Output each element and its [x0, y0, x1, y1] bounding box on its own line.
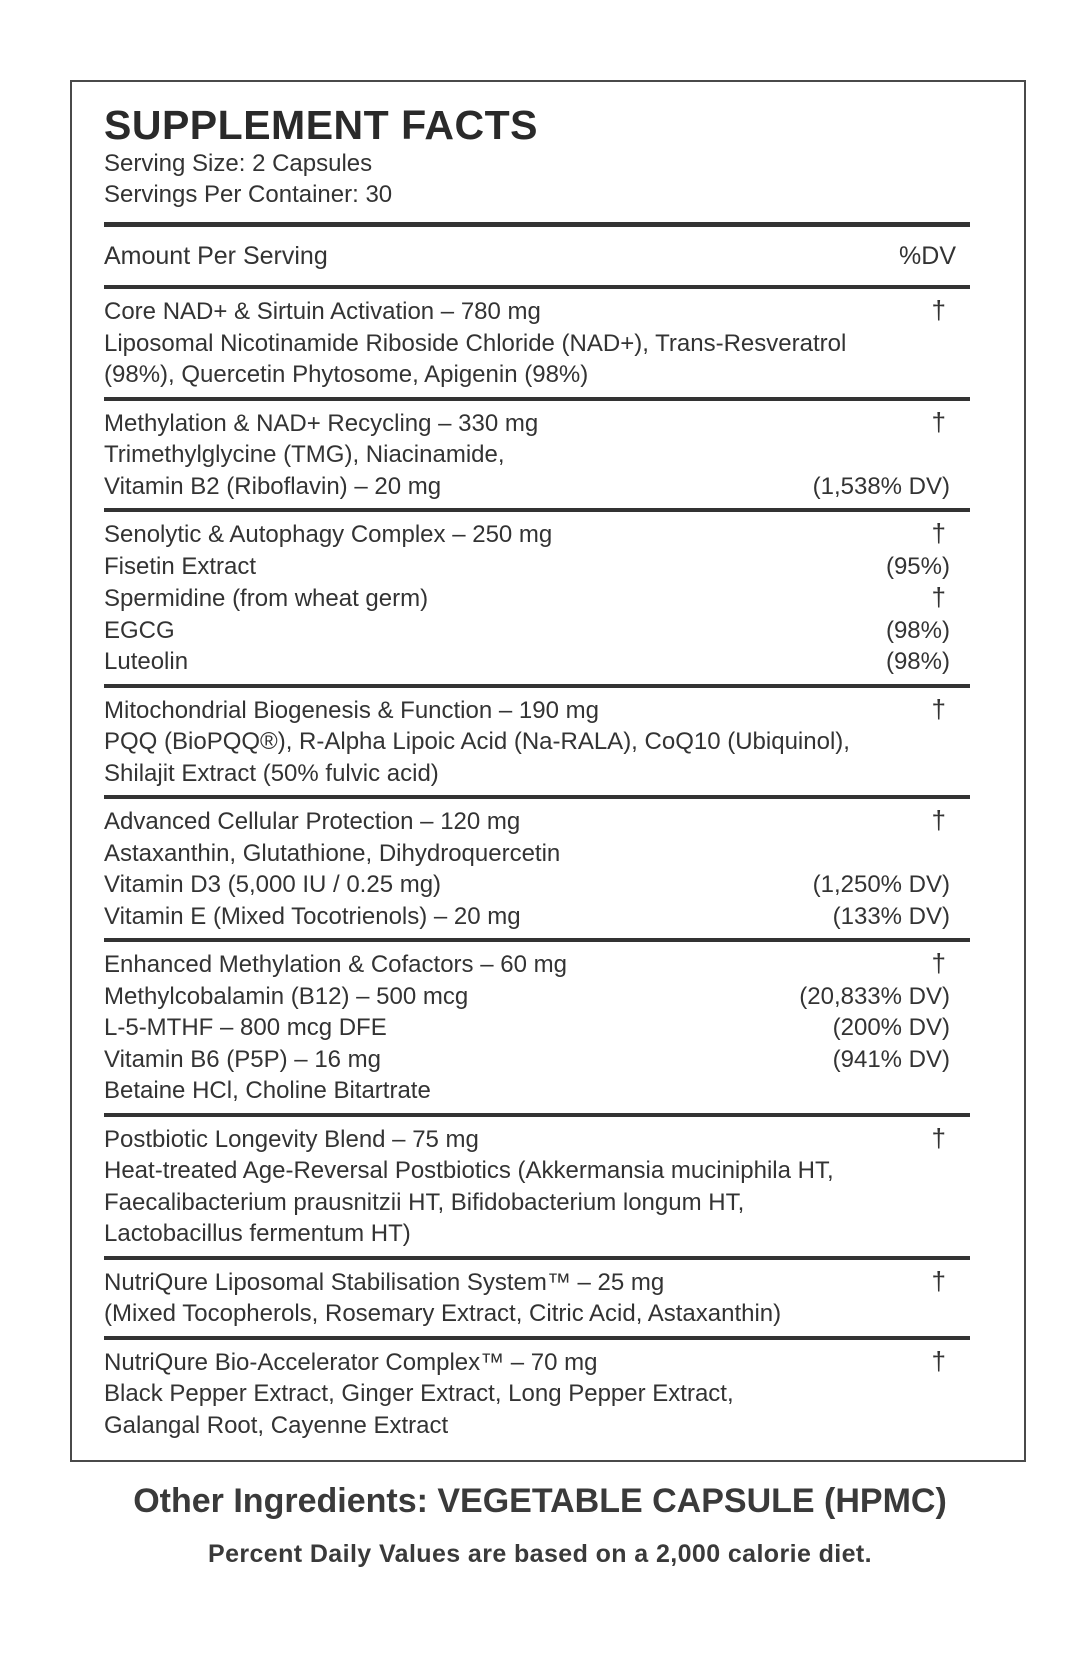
ingredient-row — [104, 1378, 970, 1410]
ingredient-name: Betaine HCl, Choline Bitartrate — [104, 1077, 431, 1104]
ingredient-name: Vitamin B6 (P5P) – 16 mg — [104, 1045, 382, 1073]
ingredient-name: L-5-MTHF – 800 mcg DFE — [104, 1014, 387, 1041]
ingredient-row — [104, 869, 970, 901]
ingredient-row — [104, 901, 970, 933]
ingredient-row — [104, 758, 970, 790]
other-ingredients: Other Ingredients: VEGETABLE CAPSULE (HPMC) — [133, 1482, 947, 1520]
ingredient-name: PQQ (BioPQQ®), R-Alpha Lipoic Acid (Na-RALA), CoQ10 (Ubiquinol), — [104, 728, 850, 755]
ingredient-row — [104, 1187, 970, 1219]
section-heading-row — [104, 295, 970, 328]
daily-value-footnote: Percent Daily Values are based on a 2,000 calorie diet. — [208, 1540, 872, 1568]
dagger-mark: † — [931, 805, 946, 835]
dagger-mark: † — [931, 582, 946, 612]
ingredient-name: (98%), Quercetin Phytosome, Apigenin (98%) — [104, 361, 589, 388]
ingredient-name: Astaxanthin, Glutathione, Dihydroquercetin — [104, 839, 561, 867]
ingredient-section — [104, 942, 970, 1113]
ingredient-section — [104, 289, 970, 397]
ingredient-name: Faecalibacterium prausnitzii HT, Bifidobacterium longum HT, — [104, 1188, 745, 1216]
ingredient-name: Fisetin Extract — [104, 552, 257, 580]
ingredient-name: Vitamin B2 (Riboflavin) – 20 mg — [104, 472, 442, 500]
ingredient-row — [104, 439, 970, 471]
ingredient-row — [104, 1012, 970, 1044]
section-heading: NutriQure Liposomal Stabilisation System™ – 25 mg — [104, 1268, 665, 1296]
daily-value: (200% DV) — [832, 1014, 950, 1041]
daily-value: (95%) — [885, 552, 950, 580]
ingredient-section — [104, 1117, 970, 1256]
section-heading: Advanced Cellular Protection – 120 mg — [104, 808, 521, 835]
ingredient-row — [104, 615, 970, 647]
ingredient-name: Trimethylglycine (TMG), Niacinamide, — [104, 441, 505, 468]
dagger-mark: † — [931, 948, 946, 978]
daily-value: (20,833% DV) — [799, 982, 950, 1010]
dagger-mark: † — [931, 1265, 946, 1296]
daily-value: (1,538% DV) — [812, 472, 950, 500]
section-heading: Postbiotic Longevity Blend – 75 mg — [104, 1125, 479, 1153]
ingredient-name: Spermidine (from wheat germ) — [104, 585, 429, 612]
ingredient-row — [104, 328, 970, 360]
dagger-mark: † — [931, 518, 946, 548]
ingredient-name: Liposomal Nicotinamide Riboside Chloride (NAD+), Trans-Resveratrol — [104, 329, 847, 357]
supplement-facts-panel — [70, 80, 1026, 1462]
ingredient-section — [104, 1260, 970, 1336]
ingredient-row — [104, 582, 970, 615]
dagger-mark: † — [931, 406, 946, 437]
ingredient-row — [104, 551, 970, 583]
ingredient-name: Lactobacillus fermentum HT) — [104, 1220, 411, 1247]
section-heading-row — [104, 805, 970, 838]
ingredient-name: Heat-treated Age-Reversal Postbiotics (Akkermansia muciniphila HT, — [104, 1157, 834, 1184]
ingredient-row — [104, 359, 970, 391]
ingredient-name: EGCG — [104, 616, 175, 644]
servings-per-container: Servings Per Container: 30 — [104, 181, 393, 208]
ingredient-row — [104, 981, 970, 1013]
dv-label: %DV — [899, 241, 956, 270]
ingredient-name: Black Pepper Extract, Ginger Extract, Long Pepper Extract, — [104, 1380, 734, 1407]
section-heading: Core NAD+ & Sirtuin Activation – 780 mg — [104, 298, 541, 325]
section-heading-row — [104, 1266, 970, 1299]
ingredient-row — [104, 1155, 970, 1187]
dagger-mark: † — [931, 693, 946, 724]
ingredient-row — [104, 1044, 970, 1076]
serving-size: Serving Size: 2 Capsules — [104, 150, 373, 177]
daily-value: (98%) — [885, 616, 950, 644]
daily-value: (98%) — [885, 648, 950, 675]
section-heading: Mitochondrial Biogenesis & Function – 190 mg — [104, 696, 599, 724]
section-heading: Senolytic & Autophagy Complex – 250 mg — [104, 521, 553, 548]
ingredient-row — [104, 1218, 970, 1250]
ingredient-name: Methylcobalamin (B12) – 500 mcg — [104, 982, 469, 1010]
ingredient-row — [104, 1298, 970, 1330]
daily-value: (941% DV) — [832, 1045, 950, 1073]
ingredient-row — [104, 838, 970, 870]
section-heading-row — [104, 1346, 970, 1379]
dagger-mark: † — [931, 295, 946, 325]
ingredient-name: Vitamin D3 (5,000 IU / 0.25 mg) — [104, 871, 442, 898]
daily-value: (133% DV) — [832, 902, 950, 930]
ingredient-section — [104, 799, 970, 938]
ingredient-row — [104, 646, 970, 678]
ingredient-name: (Mixed Tocopherols, Rosemary Extract, Citric Acid, Astaxanthin) — [104, 1300, 782, 1327]
ingredient-name: Vitamin E (Mixed Tocotrienols) – 20 mg — [104, 902, 521, 930]
amount-header-row — [104, 227, 970, 285]
section-heading-row — [104, 694, 970, 727]
dagger-mark: † — [931, 1122, 946, 1153]
amount-per-serving-label: Amount Per Serving — [104, 241, 328, 270]
section-heading-row — [104, 1123, 970, 1156]
section-heading: Methylation & NAD+ Recycling – 330 mg — [104, 409, 539, 437]
section-heading-row — [104, 948, 970, 981]
ingredient-row — [104, 1075, 970, 1107]
ingredient-name: Luteolin — [104, 648, 189, 675]
ingredient-row — [104, 1410, 970, 1442]
ingredient-section — [104, 401, 970, 509]
ingredient-section — [104, 1340, 970, 1448]
ingredient-row — [104, 726, 970, 758]
ingredient-section — [104, 688, 970, 796]
section-heading-row — [104, 518, 970, 551]
section-heading: Enhanced Methylation & Cofactors – 60 mg — [104, 951, 567, 978]
ingredient-section — [104, 512, 970, 684]
ingredient-name: Galangal Root, Cayenne Extract — [104, 1411, 449, 1439]
daily-value: (1,250% DV) — [812, 871, 950, 898]
ingredient-name: Shilajit Extract (50% fulvic acid) — [104, 759, 439, 787]
dagger-mark: † — [931, 1345, 946, 1376]
section-heading-row — [104, 407, 970, 440]
ingredient-sections — [104, 285, 970, 1447]
panel-title: SUPPLEMENT FACTS — [104, 102, 538, 148]
section-heading: NutriQure Bio-Accelerator Complex™ – 70 mg — [104, 1348, 598, 1376]
ingredient-row — [104, 471, 970, 503]
